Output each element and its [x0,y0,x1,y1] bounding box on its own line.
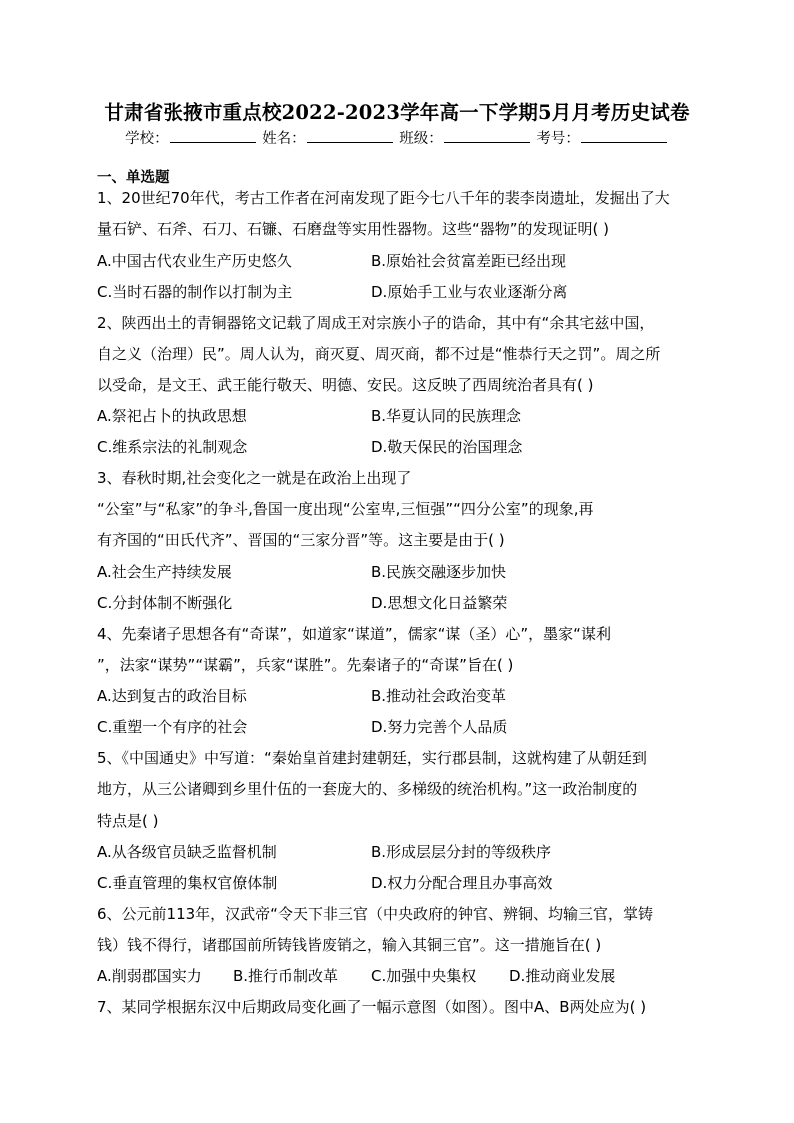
name-blank[interactable] [307,128,393,143]
question-2-option-a[interactable]: A.祭祀占卜的执政思想 [97,407,247,425]
question-2-option-d[interactable]: D.敬天保民的治国理念 [371,438,523,456]
question-6-line-2: 钱）钱不得行，诸郡国前所铸钱皆废销之，输入其铜三官”。这一措施旨在( ) [97,936,602,954]
question-5-line-3: 特点是( ) [97,812,159,830]
question-6-option-c[interactable]: C.加强中央集权 [371,967,477,985]
question-4-option-d[interactable]: D.努力完善个人品质 [371,718,508,736]
question-1-option-a[interactable]: A.中国古代农业生产历史悠久 [97,252,292,270]
class-label: 班级： [399,131,443,147]
exam-title: 甘肃省张掖市重点校2022-2023学年高一下学期5月月考历史试卷 [104,101,690,124]
question-6-option-a[interactable]: A.削弱郡国实力 [97,967,202,985]
class-blank[interactable] [444,128,530,143]
question-2-option-b[interactable]: B.华夏认同的民族理念 [371,407,522,425]
question-1-line-2: 量石铲、石斧、石刀、石镰、石磨盘等实用性器物。这些“器物”的发现证明( ) [97,220,610,238]
question-3-line-2: “公室”与“私家”的争斗,鲁国一度出现“公室卑,三恒强”“四分公室”的现象,再 [97,500,594,518]
school-label: 学校： [125,131,169,147]
question-4-line-1: 4、先秦诸子思想各有“奇谋”，如道家“谋道”，儒家“谋（圣）心”，墨家“谋利 [97,625,611,643]
question-1-option-b[interactable]: B.原始社会贫富差距已经出现 [371,252,567,270]
question-3-option-c[interactable]: C.分封体制不断强化 [97,594,233,612]
question-2-line-1: 2、陕西出土的青铜器铭文记载了周成王对宗族小子的诰命，其中有“余其宅兹中国， [97,314,655,332]
question-4-option-c[interactable]: C.重塑一个有序的社会 [97,718,248,736]
question-2-line-2: 自之义（治理）民”。周人认为，商灭夏、周灭商，都不过是“惟恭行天之罚”。周之所 [97,345,661,363]
question-5-option-a[interactable]: A.从各级官员缺乏监督机制 [97,843,277,861]
question-3-option-a[interactable]: A.社会生产持续发展 [97,563,232,581]
question-5-line-2: 地方，从三公诸卿到乡里什伍的一套庞大的、多梯级的统治机构。”这一政治制度的 [97,780,638,798]
question-1-option-c[interactable]: C.当时石器的制作以打制为主 [97,283,293,301]
question-1-option-d[interactable]: D.原始手工业与农业逐渐分离 [371,283,568,301]
question-7-line-1: 7、某同学根据东汉中后期政局变化画了一幅示意图（如图）。图中A、B两处应为( ) [97,998,647,1016]
name-label: 姓名： [262,131,306,147]
student-info-row [0,127,794,148]
question-4-option-b[interactable]: B.推动社会政治变革 [371,687,507,705]
question-6-option-b[interactable]: B.推行币制改革 [233,967,339,985]
section-heading: 一、单选题 [97,170,170,186]
question-2-option-c[interactable]: C.维系宗法的礼制观念 [97,438,248,456]
question-3-option-b[interactable]: B.民族交融逐步加快 [371,563,507,581]
question-3-option-d[interactable]: D.思想文化日益繁荣 [371,594,508,612]
question-6-line-1: 6、公元前113年，汉武帝“令天下非三官（中央政府的钟官、辨铜、均输三官，掌铸 [97,905,653,923]
question-5-option-c[interactable]: C.垂直管理的集权官僚体制 [97,874,278,892]
question-4-option-a[interactable]: A.达到复古的政治目标 [97,687,247,705]
question-4-line-2: ”，法家“谋势”“谋霸”，兵家“谋胜”。先秦诸子的“奇谋”旨在( ) [97,656,514,674]
school-blank[interactable] [170,128,256,143]
question-3-line-3: 有齐国的“田氏代齐”、晋国的“三家分晋”等。这主要是由于( ) [97,531,505,549]
question-5-option-d[interactable]: D.权力分配合理且办事高效 [371,874,553,892]
question-3-line-1: 3、春秋时期,社会变化之一就是在政治上出现了 [97,469,412,487]
question-5-line-1: 5、《中国通史》中写道：“秦始皇首建封建朝廷，实行郡县制，这就构建了从朝廷到 [97,749,647,767]
exam-number-label: 考号： [536,131,580,147]
question-1-line-1: 1、20世纪70年代，考古工作者在河南发现了距今七八千年的裴李岗遗址，发掘出了大 [97,189,670,207]
exam-number-blank[interactable] [581,128,667,143]
question-5-option-b[interactable]: B.形成层层分封的等级秩序 [371,843,552,861]
question-6-option-d[interactable]: D.推动商业发展 [509,967,616,985]
question-2-line-3: 以受命，是文王、武王能行敬天、明德、安民。这反映了西周统治者具有( ) [97,376,594,394]
